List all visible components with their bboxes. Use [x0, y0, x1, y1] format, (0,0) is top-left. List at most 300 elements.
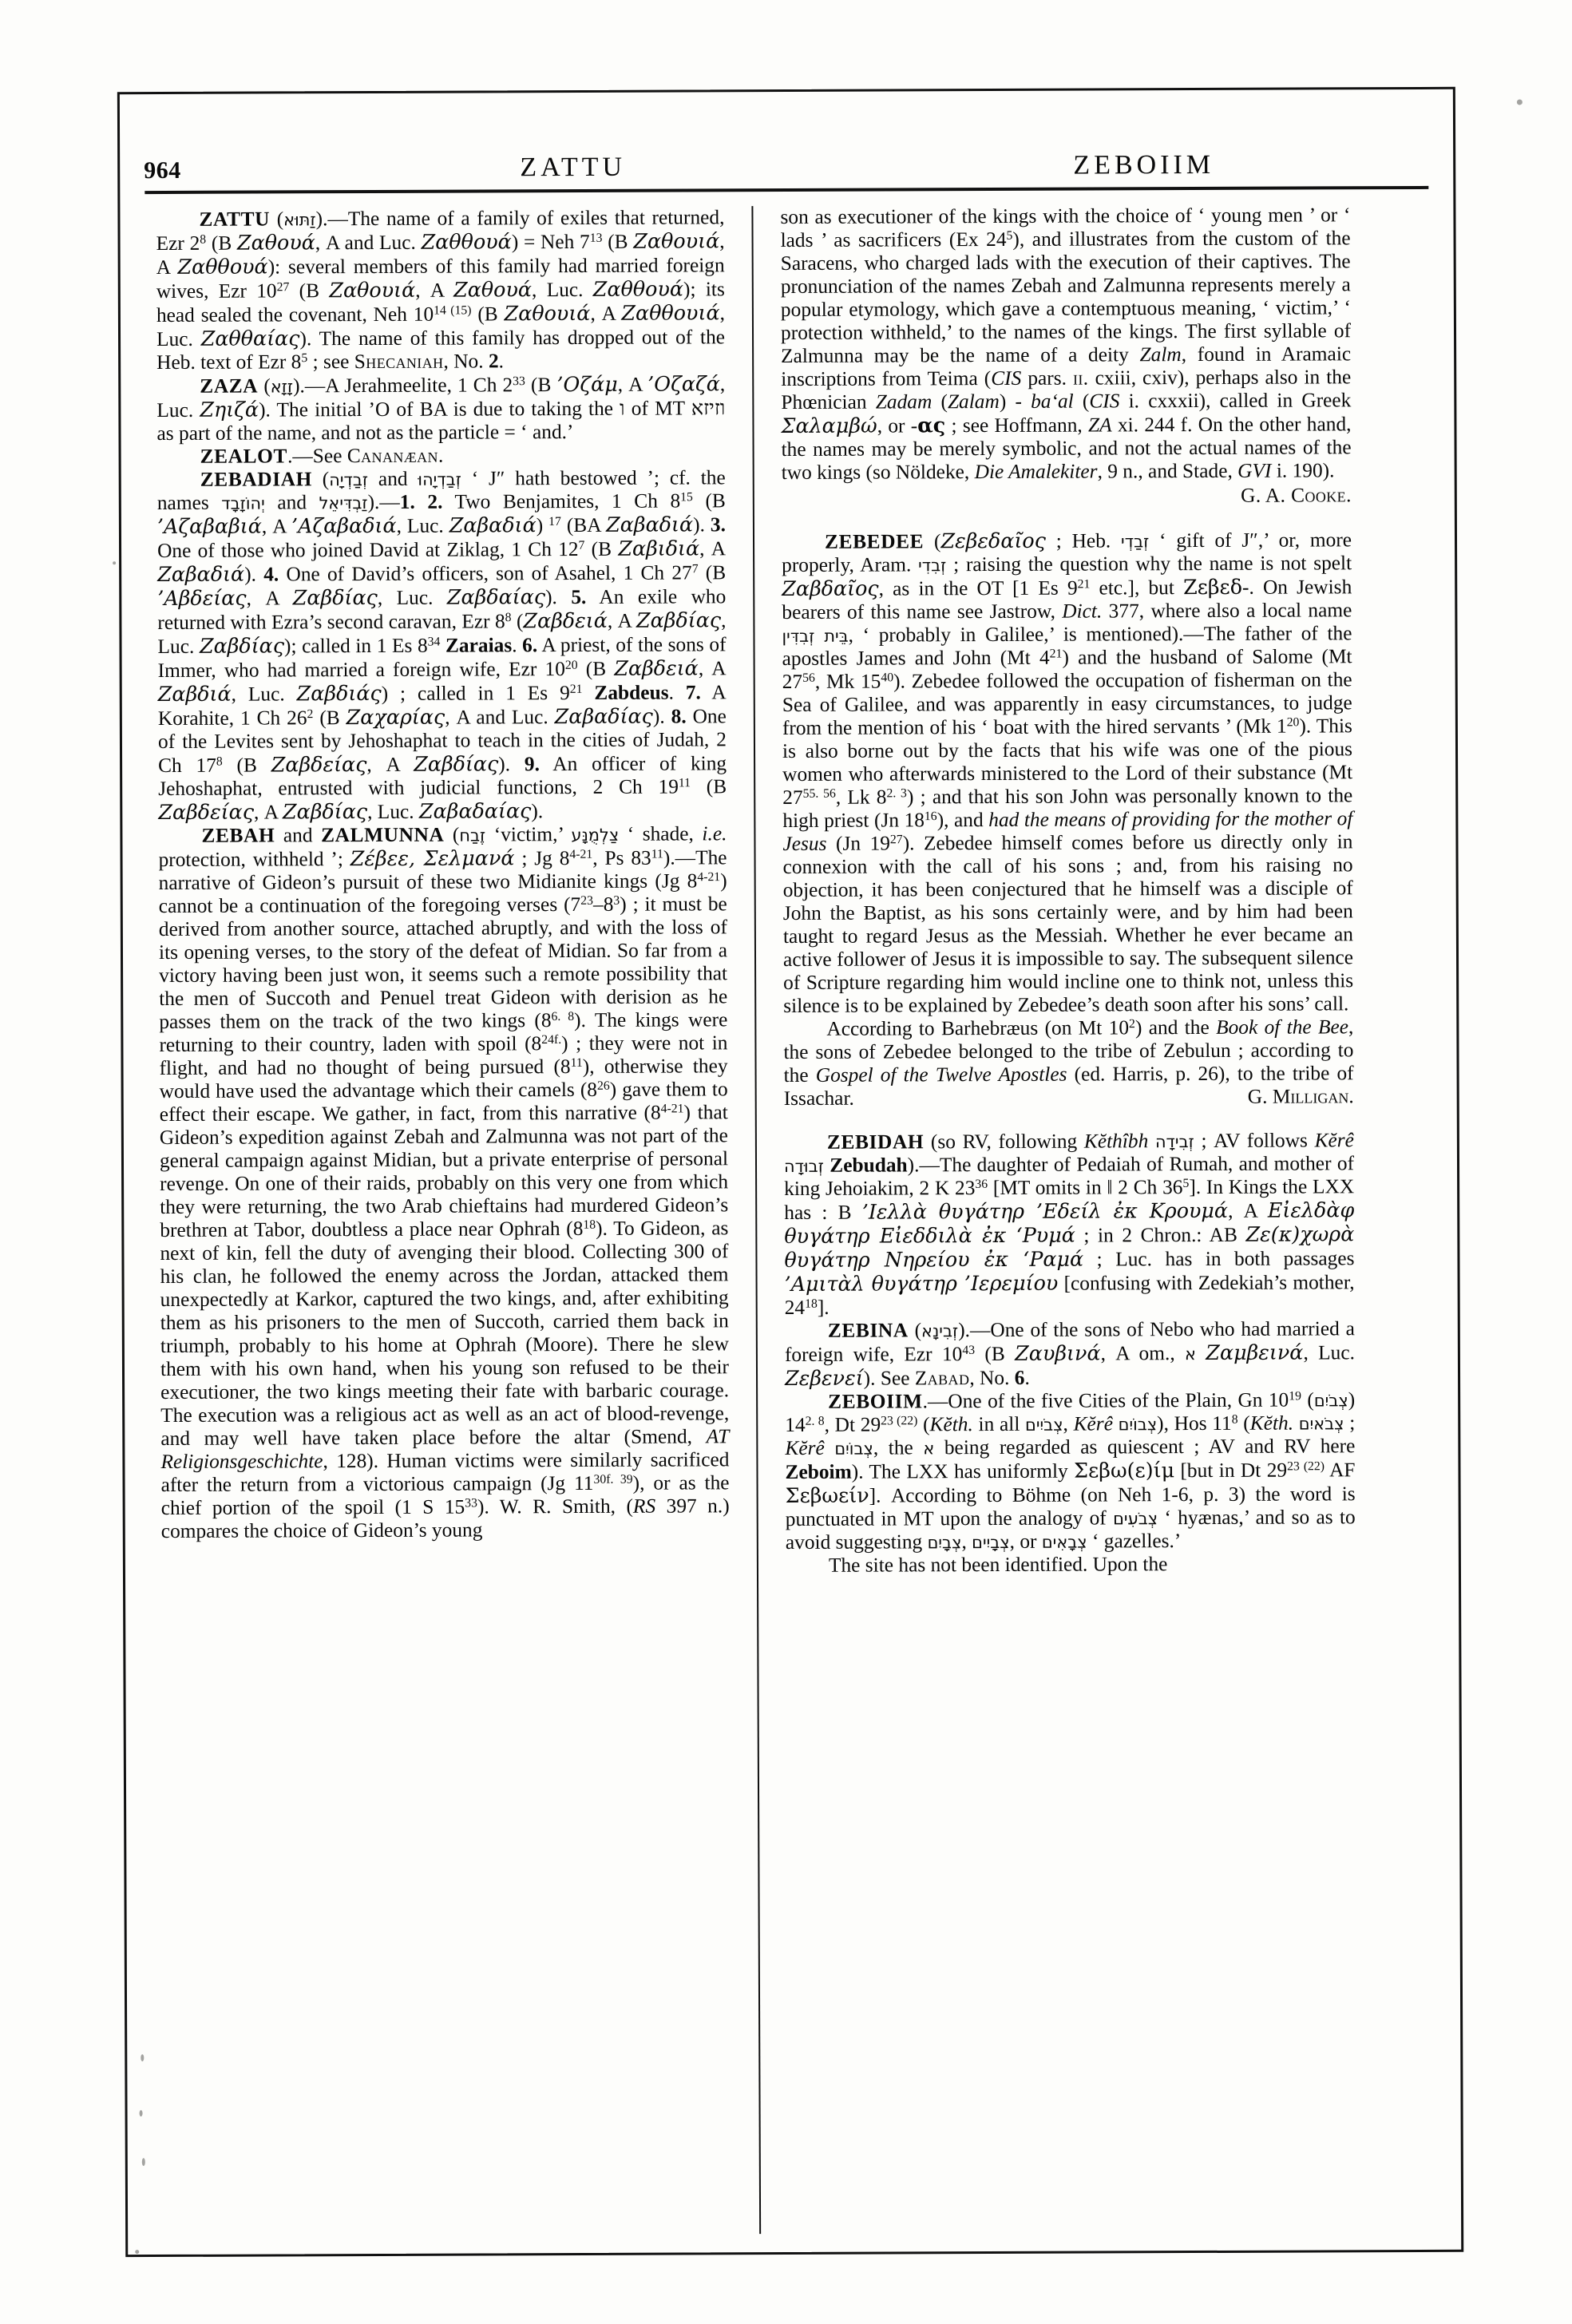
- sense-number: 3.: [710, 513, 726, 536]
- entry-number: 6: [1014, 1366, 1025, 1389]
- hebrew-form: זְבוּדָה: [783, 1156, 824, 1177]
- text: ): several members of this family had married foreign wives, Ezr 10: [156, 254, 725, 303]
- text: ]. According to Böhme (on Neh 1-6, p. 3) the word is punctuated in MT upon the analogy of: [785, 1483, 1356, 1531]
- entry-zebedee: ZEBEDEE (Ζεβεδαῖος ; Heb. זְבַדְי ‘ gift of J″,’ or, more properly, Aram. זְבִדִי ; raising the question why the name is not spelt Ζαβδαῖος, as in the OT [1 Es $9^{21}$ etc.], but Ζεβεδ-. On Jewish bearers of this name see Jastrow, Dict. 377, where also a local name בֵּית זְבִדִּין, ‘ probably in Galilee,’ is mentioned).—The father of the apostles James and John (Mt $4^{21}$) and the husband of Salome (Mt $27^{56}$, Mk $15^{40}$). Zebedee followed the occupation of fisherman on the Sea of Galilee, and was apparently in easy circumstances, to judge from the mention of his ‘ boat with the hired servants ’ (Mk $1^{20}$). This is also borne out by the facts that his wife was one of the pious women who afterwards ministered to the Lord of their substance (Mt $27^{55. 56}$, Lk $8^{2. 3}$) ; and that his son John was personally known to the high priest (Jn $18^{16}$), and had the means of providing for the mother of Jesus (Jn $19^{27}$). Zebedee himself comes before us directly only in connexion with the call of his sons ; and, from his raising no objection, it has been conjectured that he himself was a disciple of John the Baptist, as his sons certainly were, and by him had been taught to regard Jesus as the Messiah. Whether he ever became an active follower of Jesus it is impossible to say. The subsequent silence of Scripture regarding him would incline one to think not, unless this silence is to be explained by Zebedee’s death soon after his sons’ call.: [782, 528, 1354, 1018]
- verse-ref: 21: [569, 682, 583, 696]
- text: ), and: [936, 809, 989, 832]
- text: .: [668, 681, 686, 704]
- text: One of David’s officers, son of Asahel, 1 Ch 27: [279, 561, 692, 586]
- kere-label: Kĕrê: [1073, 1412, 1113, 1435]
- text: , Luc.: [396, 514, 449, 537]
- text: ).: [244, 563, 264, 586]
- verse-ref: 2. 3: [886, 786, 907, 801]
- headword-zalmunna: ZALMUNNA: [320, 823, 445, 847]
- text: ), otherwise they would have used the advantage which their camels (8: [159, 1055, 728, 1103]
- text: An officer of king Jehoshaphat, entrusted with judicial functions, 2 Ch 19: [158, 752, 727, 801]
- hebrew-form: צְבָיִם: [927, 1533, 962, 1553]
- text: ). See: [863, 1367, 915, 1390]
- verse-ref: 20: [1286, 715, 1300, 730]
- greek-form: Ζαβδίας: [199, 633, 285, 658]
- verse-ref: 8: [1231, 1412, 1238, 1427]
- sense-number: 6.: [522, 634, 538, 657]
- text: (B: [584, 537, 619, 560]
- text: (B: [206, 232, 238, 255]
- text: (so RV, following: [924, 1130, 1084, 1154]
- text: ; raising the question why the name is not spelt: [946, 552, 1352, 576]
- greek-form: Ζαθουιά: [329, 277, 416, 303]
- text: ).: [693, 513, 711, 536]
- text: ) cannot be a continuation of the foregoing verses (7: [158, 869, 727, 918]
- text: One of the Levites sent by Jehoshaphat to teach in the cities of Judah, 2 Ch 17: [157, 705, 727, 778]
- verse-ref: 18: [805, 1297, 818, 1311]
- headword-zebadiah: ZEBADIAH: [200, 468, 313, 491]
- text: and: [264, 491, 319, 514]
- sense-number: 1.: [399, 490, 415, 513]
- text: , A: [698, 657, 727, 680]
- text: , Luc.: [156, 373, 726, 422]
- right-column: [753, 204, 1369, 2234]
- text: ) and the husband of Salome (Mt 27: [782, 645, 1352, 694]
- text: ‘ J″ hath bestowed ’; cf. the names: [156, 466, 726, 515]
- text: [582, 682, 594, 704]
- text: ;: [1344, 1411, 1356, 1435]
- text: , Luc.: [531, 278, 593, 302]
- text: ); called in 1 Es 8: [283, 634, 428, 658]
- text: i. cxxxii), called in Greek: [1119, 389, 1352, 413]
- text: (: [1073, 390, 1090, 413]
- text: A priest, of the sons of Immer, who had married a foreign wife, Ezr 10: [157, 633, 727, 683]
- greek-form: Ζε(κ)χωρὰ θυγάτηρ Νηρείου ἐκ ‘Ραμά: [784, 1221, 1355, 1273]
- text: ) ; it must be derived from another source, attached abruptly, and with the loss of its opening verses, to the story of the defeat of Midian. So far from a victory having been just won, it seems such a remote possibility that the men of Succoth and Penuel treat Gideon with derision as he passes them on the track of the two kings (8: [158, 893, 728, 1034]
- hebrew-form: זְבִינָא: [921, 1321, 959, 1341]
- text: , the sons of Zebedee belonged to the tribe of Zebulun ; according to the: [783, 1016, 1354, 1087]
- greek-form: ’Οζάμ: [556, 371, 618, 397]
- text: , A: [261, 515, 292, 538]
- text: ). The LXX has uniformly: [851, 1459, 1075, 1483]
- aleph-letter: א: [923, 1439, 935, 1459]
- cross-reference-cananaean[interactable]: Cananæan: [346, 444, 438, 468]
- text: (: [1301, 1388, 1314, 1411]
- left-column: [145, 206, 761, 2236]
- greek-form: Ζαθουιά: [633, 228, 720, 253]
- greek-form: ’Αζαβαδιά: [291, 513, 397, 538]
- verse-ref: 14 (15): [434, 303, 472, 318]
- verse-ref: 2: [1129, 1017, 1135, 1031]
- text: ) ; they were not in flight, and had no thought of being pursued (8: [159, 1031, 728, 1080]
- text: (BA: [560, 513, 607, 537]
- greek-form: Ζαβδειά: [614, 655, 699, 680]
- greek-form: Ζαβδίας: [636, 608, 722, 632]
- phoenician-name: Zalam: [947, 390, 1000, 414]
- text: 397 n.) compares the choice of Gideon’s young: [160, 1495, 730, 1543]
- text: (: [932, 390, 948, 414]
- greek-form: Ζαβαδαίας: [418, 798, 532, 823]
- text: , Luc.: [157, 609, 727, 659]
- text: xi. 244 f. On the other hand, the names may be merely symbolic, and not the actual names of the two kings (so Nöldeke,: [781, 413, 1352, 485]
- text: , A: [415, 279, 454, 302]
- verse-ref: 26: [596, 1079, 610, 1093]
- text: , Luc.: [1303, 1341, 1355, 1364]
- text: [confusing with Zedekiah’s mother, 24: [784, 1271, 1355, 1320]
- verse-ref: 21: [1077, 577, 1091, 592]
- book-title: GVI: [1237, 459, 1272, 482]
- text: ).—: [367, 490, 400, 514]
- hebrew-form: צְבֹיִים: [1024, 1415, 1063, 1435]
- text: ).—The name of a family of exiles that returned, Ezr 2: [156, 206, 725, 255]
- scan-speck: [142, 2158, 145, 2166]
- sinaiticus-sigil: א: [1184, 1344, 1196, 1364]
- verse-ref: 8: [505, 611, 512, 625]
- text: (Jn 19: [826, 832, 890, 855]
- greek-form: Ζεβενεί: [784, 1365, 864, 1391]
- hebrew-place-name: בֵּית זְבִדִּין: [782, 626, 849, 647]
- greek-form: Ζαβδίας: [282, 799, 368, 824]
- hebrew-form: צְבֹאיִם: [1298, 1414, 1344, 1434]
- verse-ref: 4-21: [660, 1102, 684, 1116]
- scan-speck: [1517, 99, 1523, 105]
- book-title: Die Amalekiter: [974, 460, 1098, 484]
- alt-name-zaraias: Zaraias: [445, 634, 513, 657]
- greek-form: Σεβω(ε)ίμ: [1074, 1458, 1175, 1483]
- text: ). To Gideon, as next of kin, fell the duty of avenging their blood. Collecting 300 of his clan, he followed the enemy across the Jordan, attacked them unexpectedly at Karkor, captured the two kings, and, after exhibiting them as his prisoners to the men of Succoth, carried them back in triumph, probably to his home at Ophrah (Moore). There he slew them with his own hand, when his young son refused to be their executioner, the two kings meeting their fate with barbaric courage. The execution was a religious act as well as an act of blood-revenge, and may well have taken place before the altar (Smend,: [160, 1217, 730, 1451]
- greek-form: Ζαθθουά: [592, 276, 684, 301]
- scan-speck: [113, 561, 116, 564]
- hebrew-form: צְבוֹיִם: [834, 1439, 873, 1459]
- text: ), Hos 11: [1157, 1411, 1232, 1435]
- kethibh-label: Kĕthîbh: [1083, 1130, 1149, 1153]
- greek-form: ας: [917, 413, 946, 437]
- greek-form: Ζαβδαίας: [446, 584, 546, 609]
- verse-ref: 20: [564, 658, 578, 672]
- text: , No.: [969, 1366, 1015, 1390]
- headword-zealot: ZEALOT: [200, 445, 288, 468]
- verse-ref: 7: [691, 562, 699, 576]
- verse-ref: 34: [427, 635, 441, 649]
- text: , found in Aramaic inscriptions from Teima (: [781, 342, 1352, 391]
- entry-zebedee-paragraph-2: [783, 1016, 1353, 1111]
- text: [MT omits in ‖ 2 Ch 36: [988, 1176, 1183, 1200]
- verse-ref: 13: [589, 231, 603, 245]
- text: [1196, 1342, 1206, 1364]
- text: ). Zebedee followed the occupation of fisherman on the Sea of Galilee, and was apparently in easy circumstances, to judge from the mention of his ‘ boat with the hired servants ’ (Mk 1: [782, 668, 1352, 740]
- verse-ref: 2: [307, 707, 314, 722]
- greek-form: ’Αζαβαβιά: [156, 513, 262, 539]
- greek-form: Ζαβδειά: [523, 608, 608, 633]
- text: ). W. R. Smith, (: [477, 1495, 633, 1518]
- hebrew-form: צְבָאִים: [1041, 1532, 1087, 1552]
- headword-zattu: ZATTU: [199, 208, 271, 231]
- book-title: RS: [632, 1495, 656, 1518]
- hebrew-form: זְבַדְיָה: [329, 470, 369, 490]
- running-head: [144, 117, 1429, 184]
- text: (B: [975, 1342, 1016, 1366]
- text: AF: [1324, 1459, 1356, 1482]
- greek-form: Ζαβαδιά: [606, 512, 694, 536]
- text: (B: [289, 279, 330, 303]
- text: (B: [602, 230, 634, 253]
- text: ).—The narrative of Gideon’s pursuit of these two Midianite kings (Jg 8: [158, 846, 727, 895]
- text: ; Heb.: [1045, 529, 1122, 552]
- verse-ref: 8: [200, 232, 207, 247]
- text: ). This is also borne out by the facts that his wife was one of the pious women who afterwards ministered to the Lord of their substance (Mt 27: [782, 715, 1353, 810]
- entry-zattu: ZATTU (זַתּוּא).—The name of a family of exiles that returned, Ezr $2^8$ (B Ζαθουά, A and Luc. Ζαθθουά) = Neh $7^{13}$ (B Ζαθουιά, A Ζαθθουά): several members of this family had married foreign wives, Ezr $10^{27}$ (B Ζαθουιά, A Ζαθουά, Luc. Ζαθθουά); its head sealed the covenant, Neh $10^{14 (15)}$ (B Ζαθουιά, A Ζαθθουιά, Luc. Ζαθθαίας). The name of this family has dropped out of the Heb. text of Ezr $8^5$ ; see Shecaniah, No. 2.: [156, 206, 726, 374]
- text: etc.], but: [1090, 576, 1184, 600]
- kethibh-label: Kĕth.: [929, 1413, 973, 1436]
- text: ), or as the chief portion of the spoil (1 S 15: [160, 1471, 730, 1520]
- verse-ref: 33: [465, 1496, 477, 1510]
- sense-number: 4.: [263, 563, 279, 586]
- greek-form: Ζαθουά: [453, 277, 533, 302]
- text: ). The initial ’O of BA is due to taking the ו of MT וזיזא as part of the name, and not as the particle = ‘ and.’: [156, 397, 726, 445]
- text: , Dt 29: [824, 1413, 881, 1436]
- journal-abbrev: ZA: [1087, 414, 1112, 437]
- abbrev-ie: i.e.: [702, 822, 727, 845]
- two-column-body: [145, 204, 1436, 2236]
- text: , Luc.: [231, 683, 297, 706]
- verse-ref: 7: [578, 538, 585, 552]
- text: (B: [222, 754, 271, 777]
- hebrew-form: זֶבַח: [459, 825, 486, 845]
- text: One of those who joined David at Ziklag, 1 Ch 12: [157, 537, 579, 563]
- text: , A: [366, 753, 414, 777]
- entry-zeboiim: [785, 1388, 1356, 1554]
- text: ; AV follows: [1194, 1129, 1315, 1153]
- text: ).: [531, 800, 544, 823]
- text: (B: [692, 489, 726, 513]
- verse-ref: 4-21: [697, 870, 721, 885]
- text: , A om.,: [1100, 1342, 1186, 1365]
- entry-zeboiim-paragraph-2: [786, 1552, 1356, 1578]
- entry-number: 2: [488, 350, 499, 373]
- aramaic-form: זְבִדִי: [918, 556, 947, 576]
- verse-ref: 36: [975, 1177, 988, 1191]
- verse-ref: 24f.: [541, 1032, 562, 1047]
- greek-form: Ζαβαδιά: [449, 513, 537, 537]
- text: ) ; and that his son John was personally known to the high priest (Jn 18: [782, 784, 1353, 833]
- scan-speck: [141, 2054, 144, 2061]
- text: , Lk 8: [835, 786, 887, 809]
- text: , Luc.: [377, 586, 447, 609]
- greek-form: Ζαβδείας: [158, 799, 255, 825]
- text: ].: [817, 1296, 830, 1319]
- text: ).: [652, 705, 671, 728]
- greek-form: Ζαθθουιά: [621, 300, 720, 325]
- sense-number: 5.: [571, 585, 587, 609]
- hebrew-form: צַלְמֻנָּע: [571, 825, 620, 845]
- hebrew-form: יְהוֹזָבָד: [221, 493, 265, 513]
- headword-zebah: ZEBAH: [201, 824, 275, 847]
- emphasised-clause: had the means of providing for the mother of Jesus: [782, 807, 1353, 856]
- greek-form: ’Αβδείας: [157, 585, 247, 611]
- greek-form: ’Ιελλὰ θυγάτηρ ’Εδείλ ἐκ Κρουμά: [861, 1198, 1229, 1224]
- entry-zebina: ZEBINA (זְבִינָא).—One of the sons of Nebo who had married a foreign wife, Ezr $10^{43}$ (B Ζαυβινά, A om., א Ζαμβεινά, Luc. Ζεβενεί). See Zabad, No. 6.: [784, 1317, 1355, 1391]
- verse-ref: 8: [216, 754, 223, 769]
- cross-reference-shecaniah[interactable]: Shecaniah: [354, 350, 444, 374]
- text: .: [1024, 1366, 1030, 1389]
- book-title: AT Religionsgeschichte: [160, 1425, 730, 1474]
- sense-number: 2.: [427, 490, 443, 513]
- hebrew-zattu: זַתּוּא: [283, 210, 316, 230]
- headword-zebedee: ZEBEDEE: [824, 530, 925, 553]
- text: .—One of the five Cities of the Plain, Gn 10: [922, 1388, 1289, 1413]
- text: , ‘ probably in Galilee,’ is mentioned).—The father of the apostles James and John (Mt 4: [782, 622, 1352, 671]
- text: ) = Neh 7: [511, 230, 590, 254]
- verse-ref: 5: [1182, 1176, 1190, 1190]
- hebrew-form: צְבוֹיִם: [1118, 1415, 1158, 1435]
- text: i. 190).: [1271, 459, 1335, 482]
- kethibh-label: Kĕth.: [1249, 1411, 1294, 1435]
- text: ): [536, 514, 549, 537]
- text: .: [498, 350, 505, 373]
- verse-ref: 18: [583, 1217, 596, 1232]
- kere-label: Kĕrê: [785, 1436, 825, 1460]
- text: ). Zebedee himself comes before us directly only in connexion with the call of his sons ; and, from his raising no objection, it has been conjectured that he himself was a disciple of John the Baptist, as his sons certainly were, and by him had been taught to regard Jesus as the Messiah. Whether he ever became an active follower of Jesus it is impossible to say. The subsequent silence of Scripture regarding him would incline one to think not, unless this silence is to be explained by Zebedee’s death soon after his sons’ call.: [782, 830, 1354, 1018]
- verse-ref: 17: [548, 514, 561, 529]
- text: ; Jg 8: [514, 847, 570, 870]
- verse-ref: 27: [276, 280, 290, 295]
- text: protection, withheld ’;: [158, 848, 350, 872]
- greek-form: Ζαχαρίας: [346, 704, 445, 730]
- entry-zebidah: [784, 1129, 1355, 1320]
- text: ) and the: [1134, 1016, 1217, 1039]
- text: (: [1237, 1411, 1250, 1435]
- greek-form: Ζεβεδ: [1182, 574, 1243, 600]
- greek-form: Ζέβεε, Σελμανά: [350, 845, 515, 871]
- book-title: Gospel of the Twelve Apostles: [815, 1063, 1067, 1087]
- hebrew-form: זַבְדִּיאֵל: [319, 493, 368, 513]
- verse-ref: 23 (22): [881, 1414, 918, 1428]
- text: (B: [525, 374, 557, 397]
- text: ) gave them to effect their escape. We gather, in fact, from this narrative (8: [159, 1078, 728, 1126]
- verse-ref: 5: [1006, 228, 1013, 243]
- text: ); its head sealed the covenant, Neh 10: [156, 278, 725, 327]
- hebrew-form: זְבַדְי: [1120, 532, 1150, 552]
- text: [but in Dt 29: [1174, 1459, 1288, 1483]
- text: , A: [253, 801, 283, 824]
- greek-form: Ζαβαδίας: [554, 703, 653, 729]
- greek-form: ’Αμιτὰλ θυγάτηρ ’Ιερεμίου: [784, 1270, 1059, 1297]
- text: pars.: [1021, 366, 1074, 390]
- text: Two Benjamites, 1 Ch 8: [442, 489, 681, 513]
- cross-reference-zabad[interactable]: Zabad: [914, 1367, 970, 1390]
- entry-zealot: [157, 443, 726, 469]
- text: ).: [545, 586, 572, 609]
- text: , A: [590, 302, 622, 325]
- hebrew-zaza: זָזָא: [270, 377, 294, 397]
- text: ; in 2 Chron.: AB: [1075, 1223, 1246, 1247]
- verse-ref: 43: [962, 1343, 976, 1357]
- text: ‘ hyænas,’ and so as to avoid suggesting: [785, 1506, 1356, 1554]
- text: According to Barhebræus (on Mt 10: [826, 1016, 1130, 1040]
- text: (ed. Harris, p. 26), to the tribe of Issachar.: [783, 1062, 1354, 1111]
- headword-zeboiim: ZEBOIIM: [828, 1390, 923, 1413]
- text: , A: [1227, 1199, 1268, 1222]
- greek-form: Ζαβδίας: [292, 584, 378, 610]
- text: , 128). Human victims were similarly sacrificed after the return from a victorious campaign (Jg 11: [160, 1448, 730, 1497]
- text: ,: [961, 1530, 972, 1554]
- verse-ref: 30f. 39: [593, 1472, 633, 1487]
- text: ; see: [307, 350, 354, 374]
- sense-number: 7.: [685, 681, 701, 704]
- verse-ref: 19: [1289, 1389, 1301, 1404]
- text: ).—A Jerahmeelite, 1 Ch 2: [293, 374, 513, 398]
- text: , A and Luc.: [445, 706, 555, 729]
- greek-form: Ζαβδείας: [271, 752, 367, 777]
- text: ]. In Kings the LXX has : B: [784, 1175, 1355, 1225]
- text: -. On Jewish bearers of this name see Jastrow,: [782, 576, 1352, 624]
- greek-form: Ζηιζά: [200, 397, 259, 422]
- text: ) -: [999, 390, 1032, 413]
- text: (B: [313, 707, 346, 730]
- greek-form: Ζαθθουά: [421, 229, 512, 254]
- text: , A and Luc.: [315, 231, 422, 255]
- verse-ref: 11: [570, 1055, 583, 1070]
- greek-form: Ζεβεδαῖος: [940, 528, 1046, 553]
- headword-zebina: ZEBINA: [827, 1319, 909, 1342]
- text: , A: [617, 373, 648, 396]
- text: , No.: [443, 350, 489, 373]
- greek-form: Ζαβδίας: [414, 751, 499, 776]
- verse-ref: 11: [678, 776, 691, 790]
- text: (B: [698, 561, 727, 584]
- text: ), and illustrates from the custom of the Saracens, who charged lads with the execution of their captives. The pronunciation of the names Zebah and Zalmunna represents merely a popular etymology, which gave a contemptuous meaning, ‘ victim,’ ‘ protection withheld,’ to the names of the kings. The first syllable of Zalmunna may be the name of a deity: [780, 227, 1352, 368]
- text: ,: [1063, 1412, 1074, 1435]
- greek-form: Εἰελδὰφ θυγάτηρ Εἰεδδιλὰ ἐκ ‘Ρυμά: [784, 1198, 1355, 1249]
- greek-form: Ζαμβεινά: [1206, 1340, 1304, 1364]
- greek-form: Ζαθουά: [236, 230, 315, 255]
- scan-speck: [140, 2110, 143, 2116]
- text: , or: [1009, 1530, 1042, 1553]
- verse-ref: 11: [651, 847, 663, 861]
- text: ).: [498, 753, 525, 776]
- greek-form: Ζαυβινά: [1015, 1340, 1101, 1365]
- running-head-right: ZEBOIIM: [1073, 149, 1215, 180]
- text: (: [511, 610, 524, 633]
- greek-form: Ζαθθαίας: [200, 326, 300, 350]
- author-signature-milligan: G. Milligan.: [1247, 1085, 1354, 1108]
- verse-ref: 4-21: [569, 847, 593, 861]
- hebrew-form: צְבֹעִים: [1113, 1509, 1158, 1529]
- greek-form: Ζαβδαῖος: [782, 576, 879, 601]
- sense-number: 9.: [524, 753, 540, 776]
- text: being regarded as quiescent ; AV and RV here: [934, 1435, 1356, 1459]
- entry-zaza: ZAZA (זָזָא).—A Jerahmeelite, 1 Ch $2^{33}$ (B ’Οζάμ, A ’Οζαζά, Luc. Ζηιζά). The initial ’O of BA is due to taking the ו of MT וזיזא as part of the name, and not as the particle = ‘ and.’: [156, 371, 726, 445]
- entry-zebah-continued: [780, 204, 1351, 485]
- text: , A: [246, 587, 293, 610]
- text: (: [917, 1413, 930, 1436]
- text: .—See: [287, 445, 347, 468]
- verse-ref: 16: [924, 810, 937, 824]
- phoenician-name: ba‘al: [1031, 390, 1074, 413]
- text: (B: [471, 303, 505, 326]
- text: –8: [592, 893, 614, 916]
- text: , Mk 15: [814, 670, 881, 693]
- text: and: [368, 467, 418, 491]
- verse-ref: 15: [680, 490, 693, 505]
- greek-form: Ζαθουιά: [504, 300, 591, 326]
- alt-name-zabdeus: Zabdeus: [594, 681, 669, 704]
- text: ). The name of this family has dropped out of the Heb. text of Ezr 8: [156, 326, 726, 374]
- text: 377, where also a local name: [1102, 599, 1352, 623]
- roman-numeral: ii.: [1072, 366, 1089, 390]
- text: ).—The daughter of Pedaiah of Rumah, and mother of king Jehoiakim, 2 K 23: [784, 1152, 1355, 1201]
- kere-label: Kĕrê: [1314, 1129, 1354, 1152]
- phoenician-name: Zadam: [875, 390, 933, 414]
- greek-form: Ζαβδιάς: [296, 680, 382, 706]
- text: (B: [577, 657, 615, 680]
- text: ‘victim,’: [485, 823, 572, 846]
- text: ; Luc. has in both passages: [1083, 1247, 1355, 1271]
